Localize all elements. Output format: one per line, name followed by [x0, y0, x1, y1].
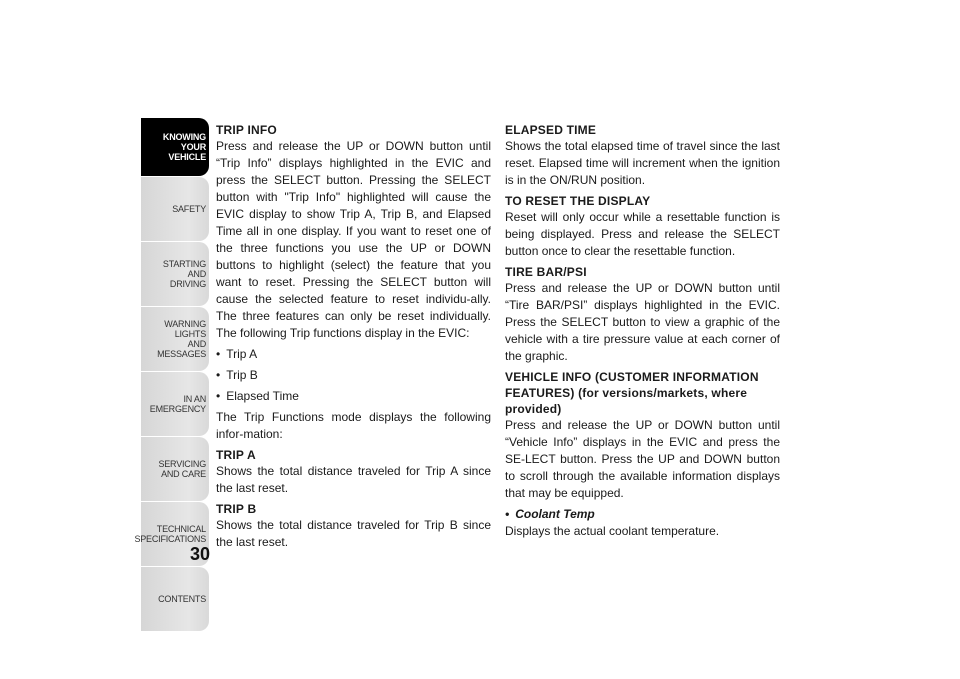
- tab-contents[interactable]: CONTENTS: [141, 567, 209, 631]
- list-item: • Elapsed Time: [216, 388, 491, 405]
- paragraph-elapsed-time: Shows the total elapsed time of travel since the last reset. Elapsed time will increment when the ignition is in the ON/RUN position.: [505, 139, 780, 187]
- heading-trip-a: TRIP A: [216, 448, 256, 462]
- tab-servicing-and-care[interactable]: SERVICING AND CARE: [141, 437, 209, 501]
- list-item: • Trip A: [216, 346, 491, 363]
- tab-starting-and-driving[interactable]: STARTING AND DRIVING: [141, 242, 209, 306]
- paragraph-trip-info: Press and release the UP or DOWN button until “Trip Info” displays highlighted in the EVIC and press the SELECT button. Pressing the SELECT button with "Trip Info" highlighted will cause the EVIC display to show Trip A, Trip B, and Elapsed Time all in one display. If you want to reset one of the three functions you use the UP or DOWN buttons to highlight (select) the feature that you want to reset. Pressing the SELECT button will cause the selected feature to reset individu-ally. The three features can only be reset individually. The following Trip functions display in the EVIC:: [216, 139, 491, 340]
- paragraph-trip-b: Shows the total distance traveled for Trip B since the last reset.: [216, 518, 491, 549]
- heading-trip-b: TRIP B: [216, 502, 257, 516]
- paragraph-coolant-temp: Displays the actual coolant temperature.: [505, 524, 720, 538]
- paragraph-vehicle-info: Press and release the UP or DOWN button until “Vehicle Info” displays in the EVIC and press the SE-LECT button. Press the UP and DOWN button to scroll through the available information displays that may be equipped.: [505, 418, 780, 500]
- page-number: 30: [189, 544, 210, 564]
- heading-trip-info: TRIP INFO: [216, 123, 277, 137]
- tab-safety[interactable]: SAFETY: [141, 177, 209, 241]
- paragraph-tire-bar-psi: Press and release the UP or DOWN button until “Tire BAR/PSI” displays highlighted in the EVIC. Press the SELECT button to view a graphic of the vehicle with a tire pressure value at each corner of the graphic.: [505, 281, 780, 363]
- tab-in-an-emergency[interactable]: IN AN EMERGENCY: [141, 372, 209, 436]
- heading-tire-bar-psi: TIRE BAR/PSI: [505, 265, 587, 279]
- tab-knowing-your-vehicle[interactable]: KNOWING YOUR VEHICLE: [141, 118, 209, 176]
- list-item-coolant-temp: • Coolant Temp: [505, 506, 780, 523]
- heading-vehicle-info: VEHICLE INFO (CUSTOMER INFORMATION FEATURES) (for versions/markets, where provided): [505, 370, 759, 416]
- heading-reset-display: TO RESET THE DISPLAY: [505, 194, 651, 208]
- tab-warning-lights[interactable]: WARNING LIGHTS AND MESSAGES: [141, 307, 209, 371]
- tab-technical-specifications[interactable]: TECHNICAL SPECIFICATIONS: [141, 502, 209, 566]
- left-column: [216, 122, 491, 555]
- right-column: [505, 122, 780, 544]
- paragraph-trip-a: Shows the total distance traveled for Trip A since the last reset.: [216, 464, 491, 495]
- heading-elapsed-time: ELAPSED TIME: [505, 123, 597, 137]
- paragraph-reset-display: Reset will only occur while a resettable function is being displayed. Press and release the SELECT button once to clear the resettable function.: [505, 210, 780, 258]
- list-item: • Trip B: [216, 367, 491, 384]
- paragraph-trip-modes: The Trip Functions mode displays the following infor-mation:: [216, 410, 491, 441]
